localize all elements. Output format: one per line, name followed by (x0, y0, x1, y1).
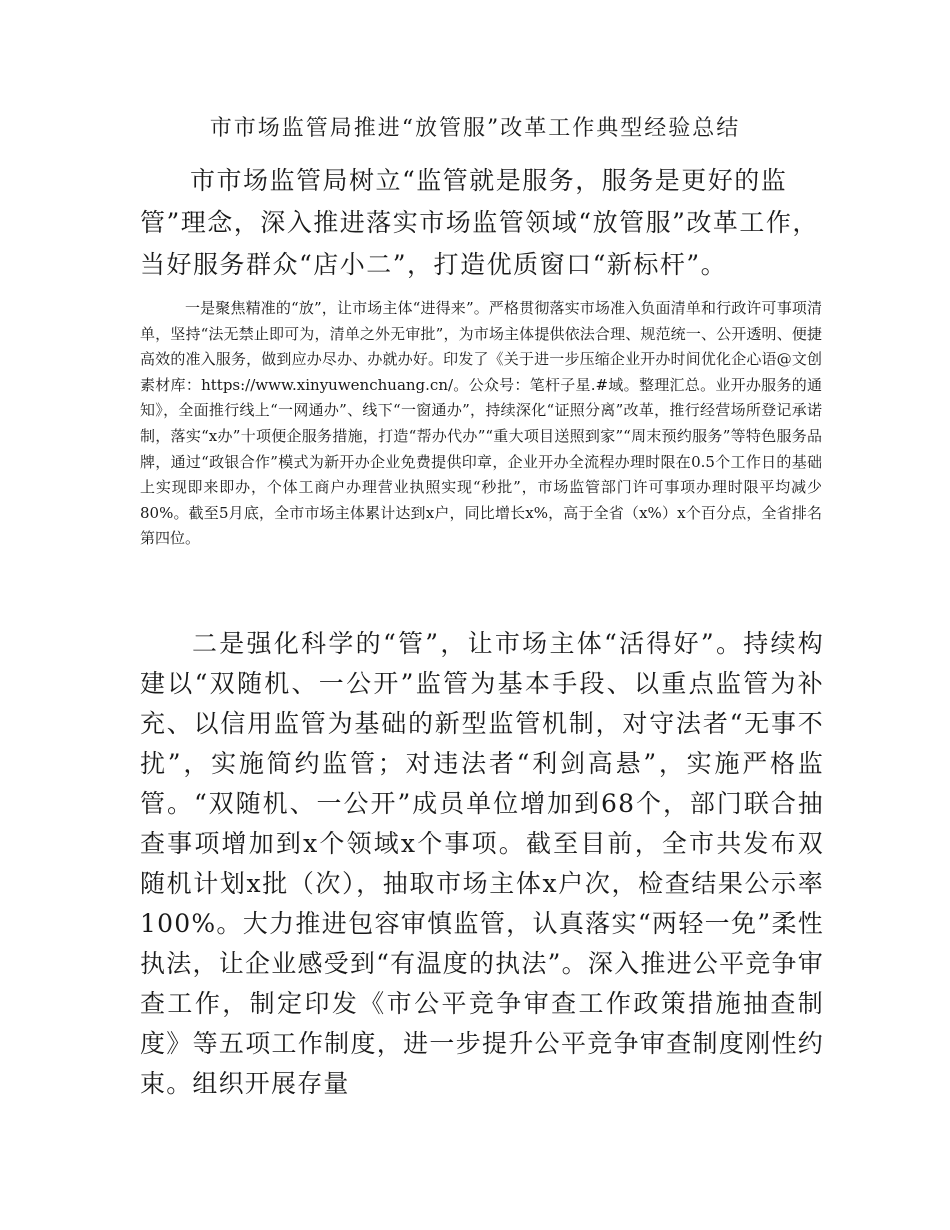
paragraph-one: 一是聚焦精准的“放”，让市场主体“进得来”。严格贯彻落实市场准入负面清单和行政许可事项清单，坚持“法无禁止即可为，清单之外无审批”，为市场主体提供依法合理、规范统一、公开透明、便捷高效的准入服务，做到应办尽办、办就办好。印发了《关于进一步压缩企业开办时间优化企心语@文创素材库：https://www.xinyuwenchuang.cn/。公众号：笔杆子星.#域。整理汇总。业开办服务的通知》，全面推行线上“一网通办”、线下“一窗通办”，持续深化“证照分离”改革，推行经营场所登记承诺制，落实“x办”十项便企服务措施，打造“帮办代办”“重大项目送照到家”“周末预约服务”等特色服务品牌，通过“政银合作”模式为新开办企业免费提供印章，企业开办全流程办理时限在0.5个工作日的基础上实现即来即办，个体工商户办理营业执照实现“秒批”，市场监管部门许可事项办理时限平均减少80%。截至5月底，全市市场主体累计达到x户，同比增长x%，高于全省（x%）x个百分点，全省排名第四位。 (140, 299, 822, 548)
document-title: 市市场监管局推进“放管服”改革工作典型经验总结 (209, 116, 741, 141)
intro-paragraph: 市市场监管局树立“监管就是服务，服务是更好的监管”理念，深入推进落实市场监管领域“放管服”改革工作，当好服务群众“店小二”，打造优质窗口“新标杆”。 (140, 166, 819, 279)
paragraph-two: 二是强化科学的“管”，让市场主体“活得好”。持续构建以“双随机、一公开”监管为基本手段、以重点监管为补充、以信用监管为基础的新型监管机制，对守法者“无事不扰”，实施简约监管；对违法者“利剑高悬”，实施严格监管。“双随机、一公开”成员单位增加到68个，部门联合抽查事项增加到x个领域x个事项。截至目前，全市共发布双随机计划x批（次），抽取市场主体x户次，检查结果公示率100%。大力推进包容审慎监管，认真落实“两轻一免”柔性执法，让企业感受到“有温度的执法”。深入推进公平竞争审查工作，制定印发《市公平竞争审查工作政策措施抽查制度》等五项工作制度，进一步提升公平竞争审查制度刚性约束。组织开展存量 (140, 629, 824, 1098)
